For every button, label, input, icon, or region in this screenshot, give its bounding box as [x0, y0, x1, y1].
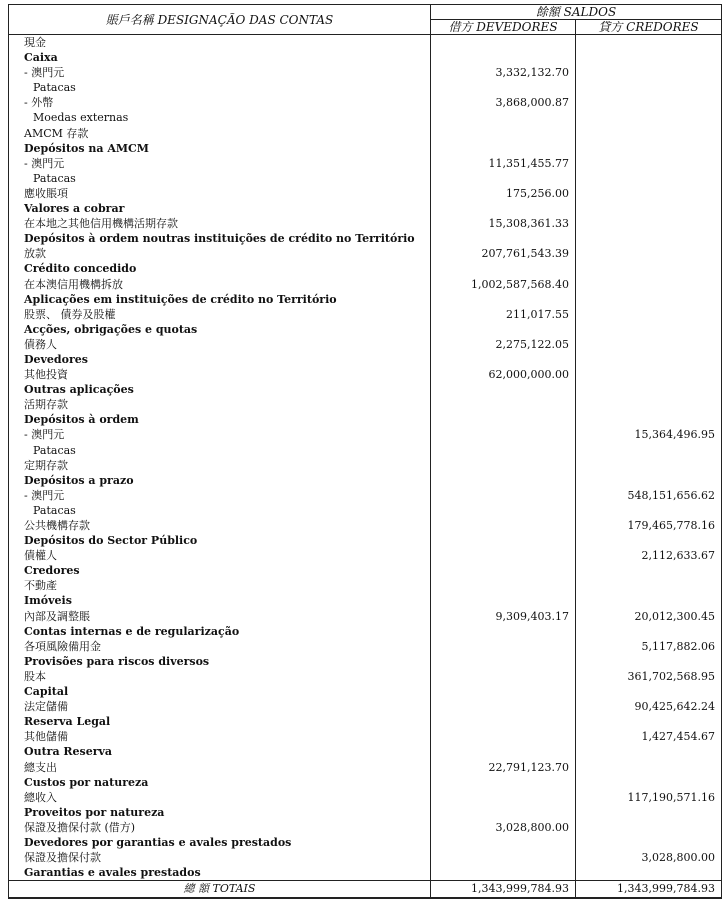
table-row — [9, 714, 722, 729]
table-row — [9, 775, 722, 790]
table-row — [9, 458, 722, 473]
credit-value — [576, 65, 722, 80]
account-label: 總支出 — [9, 760, 431, 775]
credores-header: 貸方 CREDORES — [576, 20, 722, 35]
table-row — [9, 654, 722, 669]
debit-value — [431, 503, 576, 518]
debit-value — [431, 548, 576, 563]
credit-value — [576, 367, 722, 382]
account-label: Provisões para riscos diversos — [9, 654, 431, 669]
debit-value: 22,791,123.70 — [431, 760, 576, 775]
credit-value — [576, 382, 722, 397]
table-row — [9, 367, 722, 382]
debit-value — [431, 458, 576, 473]
table-row — [9, 760, 722, 775]
table-row — [9, 171, 722, 186]
account-label: Patacas — [9, 80, 431, 95]
debit-value: 11,351,455.77 — [431, 156, 576, 171]
totals-debit: 1,343,999,784.93 — [431, 881, 576, 899]
table-row — [9, 35, 722, 51]
table-row — [9, 473, 722, 488]
debit-value: 3,332,132.70 — [431, 65, 576, 80]
credit-value — [576, 397, 722, 412]
account-label: Depósitos do Sector Público — [9, 533, 431, 548]
account-label: 不動產 — [9, 578, 431, 593]
table-row — [9, 488, 722, 503]
table-row — [9, 850, 722, 865]
credit-value: 15,364,496.95 — [576, 427, 722, 442]
table-row — [9, 699, 722, 714]
debit-value — [431, 201, 576, 216]
debit-value — [431, 80, 576, 95]
debit-value — [431, 654, 576, 669]
table-row — [9, 805, 722, 820]
debit-value — [431, 412, 576, 427]
debit-value — [431, 639, 576, 654]
debit-value: 211,017.55 — [431, 307, 576, 322]
credit-value — [576, 231, 722, 246]
table-row — [9, 382, 722, 397]
table-row — [9, 50, 722, 65]
account-label: AMCM 存款 — [9, 126, 431, 141]
debit-value — [431, 473, 576, 488]
table-row — [9, 624, 722, 639]
account-label: Devedores por garantias e avales prestados — [9, 835, 431, 850]
totals-row — [9, 881, 722, 899]
credit-value: 90,425,642.24 — [576, 699, 722, 714]
table-row — [9, 729, 722, 744]
table-row — [9, 593, 722, 608]
credit-value — [576, 80, 722, 95]
credit-value: 179,465,778.16 — [576, 518, 722, 533]
table-row — [9, 231, 722, 246]
table-row — [9, 126, 722, 141]
account-label: 活期存款 — [9, 397, 431, 412]
account-label: Imóveis — [9, 593, 431, 608]
account-label: - 澳門元 — [9, 488, 431, 503]
debit-value — [431, 292, 576, 307]
credit-value — [576, 563, 722, 578]
table-row — [9, 65, 722, 80]
debit-value — [431, 382, 576, 397]
table-row — [9, 277, 722, 292]
credit-value — [576, 35, 722, 51]
account-label: Depósitos à ordem noutras instituições de crédito no Território — [9, 231, 431, 246]
debit-value — [431, 578, 576, 593]
account-label: - 外幣 — [9, 95, 431, 110]
account-label: 債權人 — [9, 548, 431, 563]
account-label: 放款 — [9, 246, 431, 261]
table-row — [9, 518, 722, 533]
account-label: Capital — [9, 684, 431, 699]
account-label: 其他儲備 — [9, 729, 431, 744]
debit-value — [431, 624, 576, 639]
debit-value — [431, 699, 576, 714]
credit-value: 361,702,568.95 — [576, 669, 722, 684]
debit-value: 9,309,403.17 — [431, 609, 576, 624]
account-label: Reserva Legal — [9, 714, 431, 729]
debit-value: 2,275,122.05 — [431, 337, 576, 352]
table-row — [9, 186, 722, 201]
account-label: Patacas — [9, 503, 431, 518]
credit-value — [576, 714, 722, 729]
credit-value — [576, 95, 722, 110]
table-row — [9, 609, 722, 624]
account-label: 其他投資 — [9, 367, 431, 382]
debit-value: 62,000,000.00 — [431, 367, 576, 382]
table-row — [9, 337, 722, 352]
credit-value — [576, 110, 722, 125]
account-label: Custos por natureza — [9, 775, 431, 790]
account-label: Depósitos na AMCM — [9, 141, 431, 156]
debit-value: 1,002,587,568.40 — [431, 277, 576, 292]
table-row — [9, 820, 722, 835]
credit-value: 20,012,300.45 — [576, 609, 722, 624]
debit-value — [431, 850, 576, 865]
debit-value — [431, 518, 576, 533]
account-label: Caixa — [9, 50, 431, 65]
table-row — [9, 427, 722, 442]
debit-value — [431, 50, 576, 65]
account-label: - 澳門元 — [9, 156, 431, 171]
account-label: 公共機構存款 — [9, 518, 431, 533]
account-label: 在本澳信用機構拆放 — [9, 277, 431, 292]
debit-value — [431, 563, 576, 578]
account-label: 法定儲備 — [9, 699, 431, 714]
credit-value — [576, 50, 722, 65]
debit-value — [431, 427, 576, 442]
table-row — [9, 639, 722, 654]
debit-value — [431, 443, 576, 458]
credit-value — [576, 126, 722, 141]
account-label: - 澳門元 — [9, 65, 431, 80]
trial-balance-table — [8, 4, 722, 899]
credit-value — [576, 412, 722, 427]
table-row — [9, 292, 722, 307]
table-row — [9, 261, 722, 276]
debit-value: 3,028,800.00 — [431, 820, 576, 835]
account-label: Valores a cobrar — [9, 201, 431, 216]
credit-value — [576, 865, 722, 881]
debit-value — [431, 322, 576, 337]
account-label: Outras aplicações — [9, 382, 431, 397]
credit-value — [576, 352, 722, 367]
account-label: Depósitos a prazo — [9, 473, 431, 488]
credit-value — [576, 654, 722, 669]
credit-value — [576, 684, 722, 699]
table-row — [9, 412, 722, 427]
credit-value — [576, 624, 722, 639]
table-row — [9, 503, 722, 518]
credit-value — [576, 458, 722, 473]
account-label: 股票、 債券及股權 — [9, 307, 431, 322]
debit-value — [431, 488, 576, 503]
debit-value: 175,256.00 — [431, 186, 576, 201]
account-label: Moedas externas — [9, 110, 431, 125]
table-row — [9, 307, 722, 322]
credit-value — [576, 246, 722, 261]
credit-value — [576, 337, 722, 352]
account-label: Credores — [9, 563, 431, 578]
table-row — [9, 744, 722, 759]
credit-value — [576, 277, 722, 292]
table-row — [9, 669, 722, 684]
debit-value — [431, 141, 576, 156]
table-row — [9, 548, 722, 563]
account-label: Patacas — [9, 171, 431, 186]
credit-value: 548,151,656.62 — [576, 488, 722, 503]
debit-value — [431, 126, 576, 141]
account-label: 內部及調整賬 — [9, 609, 431, 624]
debit-value — [431, 835, 576, 850]
credit-value — [576, 533, 722, 548]
debit-value — [431, 110, 576, 125]
table-row — [9, 80, 722, 95]
account-label: 總收入 — [9, 790, 431, 805]
account-label: 定期存款 — [9, 458, 431, 473]
credit-value — [576, 156, 722, 171]
account-column-header: 賬戶名稱 DESIGNAÇÃO DAS CONTAS — [9, 5, 431, 35]
credit-value — [576, 593, 722, 608]
credit-value — [576, 775, 722, 790]
account-label: Contas internas e de regularização — [9, 624, 431, 639]
credit-value — [576, 261, 722, 276]
table-row — [9, 397, 722, 412]
account-label: 現金 — [9, 35, 431, 51]
debit-value — [431, 790, 576, 805]
account-label: Devedores — [9, 352, 431, 367]
account-rows — [9, 35, 722, 881]
debit-value — [431, 261, 576, 276]
totals-credit: 1,343,999,784.93 — [576, 881, 722, 899]
debit-value — [431, 352, 576, 367]
account-label: - 澳門元 — [9, 427, 431, 442]
credit-value — [576, 503, 722, 518]
credit-value — [576, 292, 722, 307]
account-label: Crédito concedido — [9, 261, 431, 276]
table-row — [9, 578, 722, 593]
debit-value — [431, 729, 576, 744]
credit-value — [576, 805, 722, 820]
table-row — [9, 246, 722, 261]
credit-value — [576, 443, 722, 458]
table-row — [9, 443, 722, 458]
credit-value — [576, 578, 722, 593]
devedores-header: 借方 DEVEDORES — [431, 20, 576, 35]
table-row — [9, 216, 722, 231]
credit-value — [576, 201, 722, 216]
credit-value: 117,190,571.16 — [576, 790, 722, 805]
table-row — [9, 141, 722, 156]
credit-value: 2,112,633.67 — [576, 548, 722, 563]
debit-value: 3,868,000.87 — [431, 95, 576, 110]
credit-value — [576, 216, 722, 231]
saldos-header: 餘額 SALDOS — [431, 5, 722, 20]
debit-value — [431, 775, 576, 790]
credit-value: 1,427,454.67 — [576, 729, 722, 744]
account-label: Acções, obrigações e quotas — [9, 322, 431, 337]
debit-value — [431, 684, 576, 699]
totals-label: 總 額 TOTAIS — [9, 881, 431, 899]
table-row — [9, 533, 722, 548]
account-label: 保證及擔保付款 (借方) — [9, 820, 431, 835]
credit-value — [576, 835, 722, 850]
table-row — [9, 156, 722, 171]
account-label: Depósitos à ordem — [9, 412, 431, 427]
credit-value — [576, 760, 722, 775]
table-row — [9, 322, 722, 337]
table-row — [9, 865, 722, 881]
account-label: 債務人 — [9, 337, 431, 352]
debit-value — [431, 35, 576, 51]
credit-value — [576, 744, 722, 759]
table-row — [9, 201, 722, 216]
header-row-top — [9, 5, 722, 20]
debit-value — [431, 593, 576, 608]
credit-value — [576, 322, 722, 337]
account-label: 保證及擔保付款 — [9, 850, 431, 865]
debit-value — [431, 171, 576, 186]
table-row — [9, 95, 722, 110]
debit-value: 207,761,543.39 — [431, 246, 576, 261]
credit-value — [576, 186, 722, 201]
credit-value — [576, 473, 722, 488]
debit-value: 15,308,361.33 — [431, 216, 576, 231]
credit-value: 3,028,800.00 — [576, 850, 722, 865]
debit-value — [431, 397, 576, 412]
account-label: 在本地之其他信用機構活期存款 — [9, 216, 431, 231]
account-label: 各項風險備用金 — [9, 639, 431, 654]
debit-value — [431, 805, 576, 820]
credit-value: 5,117,882.06 — [576, 639, 722, 654]
account-label: Aplicações em instituições de crédito no Território — [9, 292, 431, 307]
account-label: Proveitos por natureza — [9, 805, 431, 820]
table-row — [9, 563, 722, 578]
debit-value — [431, 865, 576, 881]
credit-value — [576, 820, 722, 835]
table-row — [9, 110, 722, 125]
table-row — [9, 835, 722, 850]
credit-value — [576, 141, 722, 156]
table-row — [9, 684, 722, 699]
debit-value — [431, 714, 576, 729]
account-label: Garantias e avales prestados — [9, 865, 431, 881]
credit-value — [576, 171, 722, 186]
account-label: 股本 — [9, 669, 431, 684]
debit-value — [431, 744, 576, 759]
credit-value — [576, 307, 722, 322]
account-label: Patacas — [9, 443, 431, 458]
debit-value — [431, 669, 576, 684]
debit-value — [431, 231, 576, 246]
debit-value — [431, 533, 576, 548]
table-row — [9, 790, 722, 805]
table-row — [9, 352, 722, 367]
account-label: Outra Reserva — [9, 744, 431, 759]
account-label: 應收賬項 — [9, 186, 431, 201]
